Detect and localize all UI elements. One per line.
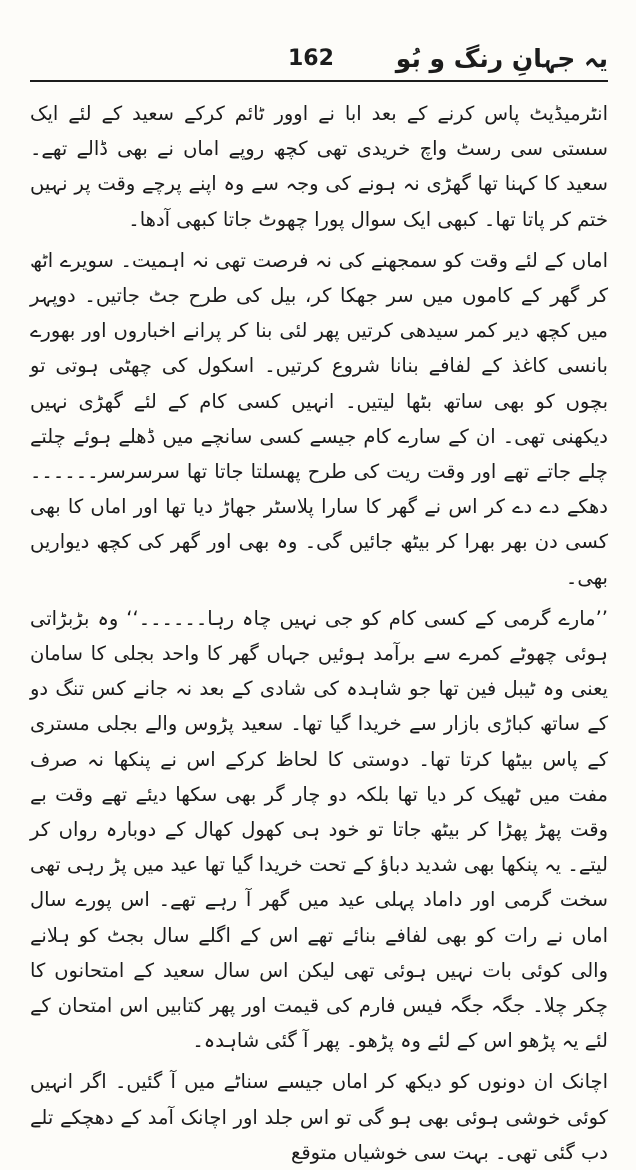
page-header: [30, 40, 608, 86]
paragraph: اچانک ان دونوں کو دیکھ کر اماں جیسے سناٹے میں آ گئیں۔ اگر انہیں کوئی خوشی ہوئی بھی ہو گی تو اس جلد اور اچانک آمد کے دھچکے تلے دب گئی تھی۔ بہت سی خوشیاں متوقع: [30, 1070, 608, 1164]
header-divider: [30, 80, 608, 82]
page-number: 162: [288, 46, 334, 71]
page-body: [30, 96, 608, 1170]
paragraph: اماں کے لئے وقت کو سمجھنے کی نہ فرصت تھی نہ اہمیت۔ سویرے اٹھ کر گھر کے کاموں میں سر جھکا کر، بیل کی طرح جٹ جاتیں۔ دوپہر میں کچھ دیر کمر سیدھی کرتیں پھر لئی بنا کر پرانے اخباروں اور بھورے بانسی کاغذ کے لفافے بنانا شروع کرتیں۔ اسکول کی چھٹی ہوتی تو بچوں کو بھی ساتھ بٹھا لیتیں۔ انہیں کسی کام کے لئے گھڑی نہیں دیکھنی تھی۔ ان کے سارے کام جیسے کسی سانچے میں ڈھلے ہوئے چلتے چلے جاتے تھے اور وقت ریت کی طرح پھسلتا جاتا تھا سرسرسر۔۔۔۔۔۔ دھکے دے دے کر اس نے گھر کا سارا پلاسٹر جھاڑ دیا تھا اور اماں کا بھی کسی دن بھر بھرا کر بیٹھ جائیں گی۔ وہ بھی اور گھر کی کچھ دیواریں بھی۔: [30, 248, 608, 589]
paragraph: انٹرمیڈیٹ پاس کرنے کے بعد ابا نے اوور ٹائم کرکے سعید کے لئے ایک سستی سی رسٹ واچ خریدی تھی کچھ روپے اماں نے بھی ڈالے تھے۔ سعید کا کہنا تھا گھڑی نہ ہونے کی وجہ سے وہ اپنے پرچے وقت پر نہیں ختم کر پاتا تھا۔ کبھی ایک سوال پورا چھوٹ جاتا کبھی آدھا۔: [30, 102, 608, 231]
paragraph: ’’مارے گرمی کے کسی کام کو جی نہیں چاہ رہا۔۔۔۔۔۔‘‘ وہ بڑبڑاتی ہوئی چھوٹے کمرے سے برآمد ہوئیں جہاں گھر کا واحد بجلی کا سامان یعنی وہ ٹیبل فین تھا جو شاہدہ کی شادی کے بعد نہ جانے کس تنگ دو کے ساتھ کباڑی بازار سے خریدا گیا تھا۔ سعید پڑوس والے بجلی مستری کے پاس بیٹھا کرتا تھا۔ دوستی کا لحاظ کرکے اس نے پنکھا نہ صرف مفت میں ٹھیک کر دیا تھا بلکہ دو چار گر بھی سکھا دیئے تھے وقت بے وقت پھڑ پھڑا کر بیٹھ جاتا تو خود ہی کھول کھال کے دوبارہ رواں کر لیتے۔ یہ پنکھا بھی شدید دباؤ کے تحت خریدا گیا تھا عید میں پڑ رہی تھی سخت گرمی اور داماد پہلی عید میں گھر آ رہے تھے۔ اس پورے سال اماں نے رات کو بھی لفافے بنائے تھے اس کے اگلے سال بجٹ کو ہلانے والی کوئی بات نہیں ہوئی تھی لیکن اس سال سعید کے امتحانوں کا چکر چلا۔ جگہ جگہ فیس فارم کی قیمت اور پھر کتابیں اس امتحان کے لئے یہ پڑھو اس کے لئے وہ پڑھو۔ پھر آ گئی شاہدہ۔: [30, 606, 608, 1053]
book-title: یہ جہانِ رنگ و بُو: [395, 44, 608, 73]
